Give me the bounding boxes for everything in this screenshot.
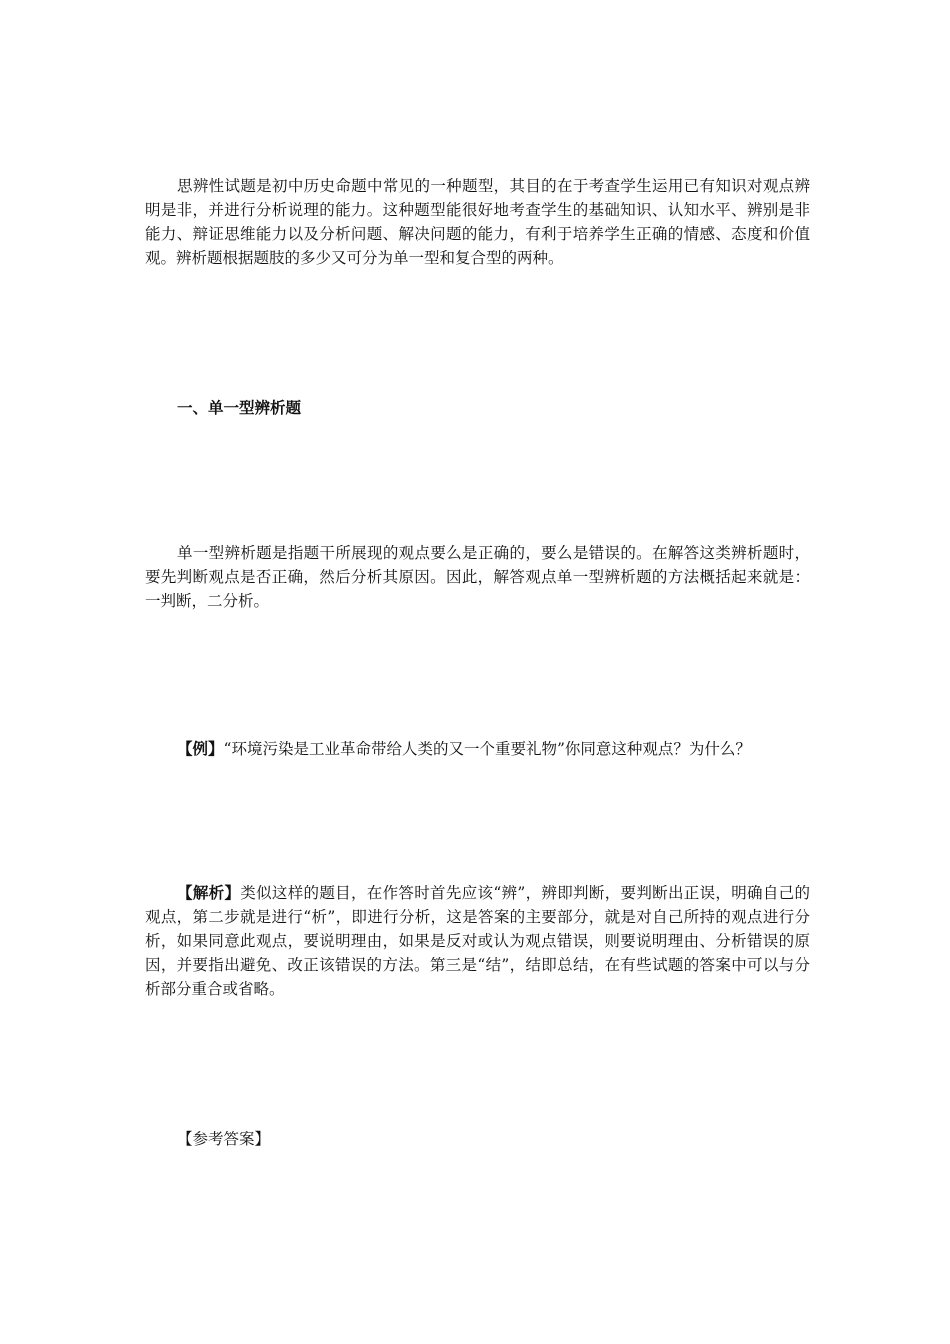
intro-paragraph: 思辨性试题是初中历史命题中常见的一种题型，其目的在于考查学生运用已有知识对观点辨明是非，并进行分析说理的能力。这种题型能很好地考查学生的基础知识、认知水平、辨别是非能力、辩证思维能力以及分析问题、解决问题的能力，有利于培养学生正确的情感、态度和价值观。辨析题根据题肢的多少又可分为单一型和复合型的两种。 [145,177,810,267]
example-question [177,737,817,761]
analysis-paragraph [145,881,810,1001]
example-label: 【例】 [177,739,224,758]
analysis-label: 【解析】 [177,883,241,902]
example-text: “环境污染是工业革命带给人类的又一个重要礼物”你同意这种观点？为什么？ [223,740,751,758]
section-heading-single-type: 一、单一型辨析题 [177,398,302,417]
single-type-description-paragraph: 单一型辨析题是指题干所展现的观点要么是正确的，要么是错误的。在解答这类辨析题时，要先判断观点是否正确，然后分析其原因。因此，解答观点单一型辨析题的方法概括起来就是：一判断，二分析。 [145,544,810,610]
analysis-text: 类似这样的题目，在作答时首先应该“辨”，辨即判断，要判断出正误，明确自己的观点，第二步就是进行“析”，即进行分析，这是答案的主要部分，就是对自己所持的观点进行分析，如果同意此观点，要说明理由，如果是反对或认为观点错误，则要说明理由、分析错误的原因，并要指出避免、改正该错误的方法。第三是“结”，结即总结，在有些试题的答案中可以与分析部分重合或省略。 [145,884,810,998]
reference-answer-label: 【参考答案】 [177,1130,271,1148]
